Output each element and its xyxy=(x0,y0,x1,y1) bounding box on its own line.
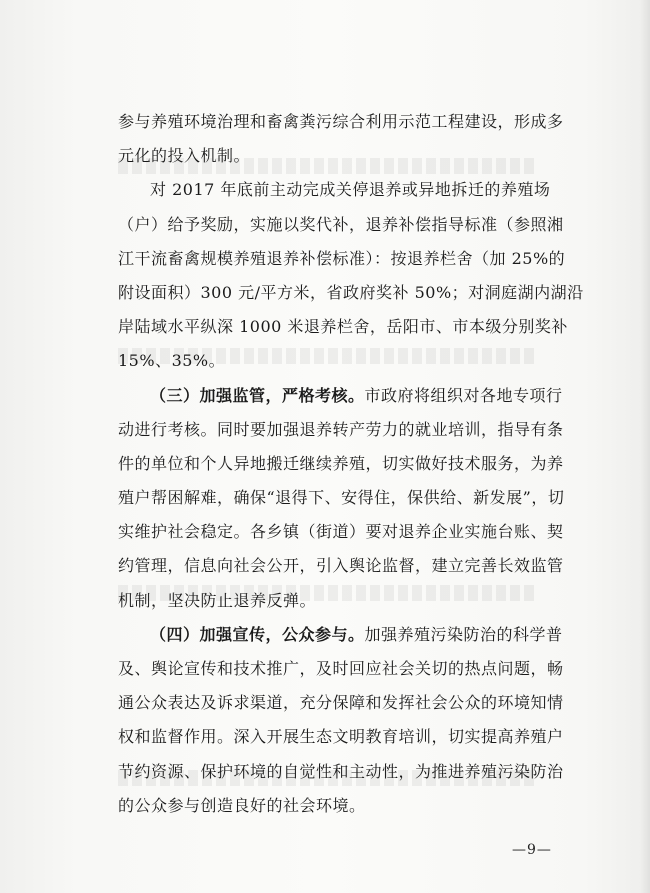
text-line xyxy=(118,755,564,789)
text-line xyxy=(118,173,550,207)
line-text: 及、舆论宣传和技术推广，及时回应社会关切的热点问题，畅 xyxy=(118,659,564,678)
text-line xyxy=(118,720,564,754)
line-text: 节约资源、保护环境的自觉性和主动性，为推进养殖污染防治 xyxy=(118,761,564,781)
line-text: 元化的投入机制。 xyxy=(118,146,251,166)
text-line xyxy=(118,242,566,276)
text-line xyxy=(118,481,565,515)
text-line xyxy=(118,789,550,823)
section-heading: （三）加强监管，严格考核。 xyxy=(150,385,365,405)
line-text: 实维护社会稳定。各乡镇（街道）要对退养企业实施台账、契 xyxy=(118,522,564,542)
body-text xyxy=(118,105,584,823)
line-text: 通公众表达及诉求渠道，充分保障和发挥社会公众的环境知情 xyxy=(118,693,564,713)
text-line xyxy=(118,310,568,344)
section-heading: （四）加强宣传，公众参与。 xyxy=(150,624,365,644)
line-text: 岸陆域水平纵深 1000 米退养栏舍，岳阳市、市本级分别奖补 xyxy=(118,317,568,337)
line-text: 的公众参与创造良好的社会环境。 xyxy=(118,795,366,815)
line-text: 江干流畜禽规模养殖退养补偿标准）：按退养栏舍（加 25%的 xyxy=(118,248,566,268)
text-line xyxy=(118,549,564,583)
text-line xyxy=(118,344,550,378)
text-line xyxy=(118,139,550,173)
text-line xyxy=(118,515,564,549)
text-line xyxy=(118,105,564,139)
line-text: 附设面积）300 元/平方米，省政府奖补 50%；对洞庭湖内湖沿 xyxy=(118,282,584,302)
page-edge-shadow xyxy=(640,0,650,893)
line-text: 权和监督作用。深入开展生态文明教育培训，切实提高养殖户 xyxy=(118,727,564,747)
text-line xyxy=(118,447,564,481)
line-text: 参与养殖环境治理和畜禽粪污综合利用示范工程建设，形成多 xyxy=(118,112,564,131)
line-text: 对 2017 年底前主动完成关停退养或异地拆迁的养殖场 xyxy=(150,180,551,200)
text-line xyxy=(118,584,550,618)
line-text: 15%、35%。 xyxy=(118,351,226,371)
text-line xyxy=(118,652,564,686)
text-line xyxy=(118,208,564,242)
text-line xyxy=(118,379,563,413)
text-line xyxy=(118,618,563,652)
line-text: 加强养殖污染防治的科学普 xyxy=(364,624,563,644)
line-text: 动进行考核。同时要加强退养转产劳力的就业培训，指导有条 xyxy=(118,419,564,439)
line-text: （户）给予奖励，实施以奖代补，退养补偿指导标准（参照湘 xyxy=(118,214,564,234)
text-line xyxy=(118,276,584,310)
text-line xyxy=(118,686,564,720)
page-number: —9— xyxy=(512,842,552,858)
line-text: 件的单位和个人异地搬迁继续养殖，切实做好技术服务，为养 xyxy=(118,453,564,473)
text-line xyxy=(118,413,564,447)
line-text: 机制，坚决防止退养反弹。 xyxy=(118,590,317,610)
line-text: 殖户帮困解难，确保“退得下、安得住，保供给、新发展”，切 xyxy=(118,488,565,508)
line-text: 市政府将组织对各地专项行 xyxy=(364,385,563,405)
line-text: 约管理，信息向社会公开，引入舆论监督，建立完善长效监管 xyxy=(118,556,564,576)
